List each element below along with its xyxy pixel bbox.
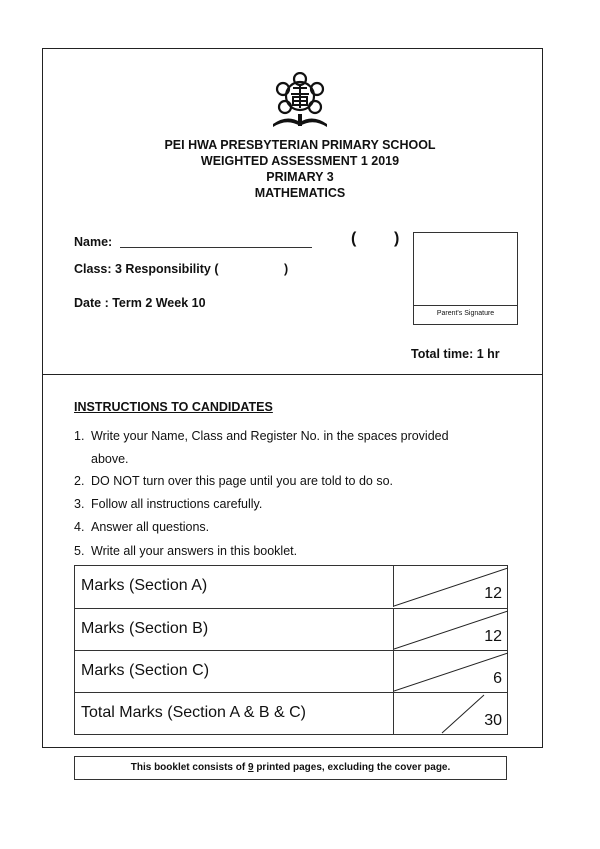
- section-divider: [42, 374, 543, 375]
- marks-score-cell[interactable]: [393, 609, 508, 650]
- marks-row-section-a: [75, 566, 507, 607]
- instruction-number: 3.: [74, 497, 85, 511]
- page-count-note: [74, 756, 507, 780]
- instruction-item: [74, 474, 393, 488]
- footer-text-pre: This booklet consists of: [130, 762, 248, 773]
- instruction-number: 5.: [74, 544, 85, 558]
- instruction-number: 2.: [74, 474, 85, 488]
- marks-row-label: Marks (Section B): [81, 620, 209, 637]
- signature-divider: [414, 305, 517, 306]
- subject-title: MATHEMATICS: [254, 186, 346, 200]
- register-close-paren: ): [394, 230, 400, 247]
- instruction-item: [74, 544, 297, 558]
- signature-label: Parent's Signature: [436, 310, 495, 317]
- marks-total-value: 12: [484, 628, 502, 645]
- instruction-item: [74, 520, 209, 534]
- instructions-title: INSTRUCTIONS TO CANDIDATES: [74, 400, 273, 414]
- level-title: PRIMARY 3: [266, 170, 334, 184]
- instruction-text: Write your Name, Class and Register No. in the spaces provided: [91, 429, 449, 443]
- name-label: Name:: [74, 235, 113, 249]
- instruction-text: Answer all questions.: [91, 520, 210, 534]
- instruction-text: Write all your answers in this booklet.: [91, 544, 298, 558]
- marks-score-cell[interactable]: [393, 566, 508, 607]
- instruction-text: above.: [91, 452, 129, 466]
- instruction-item: [74, 452, 129, 466]
- instruction-number: 1.: [74, 429, 85, 443]
- footer-text-post: printed pages, excluding the cover page.: [253, 762, 451, 773]
- instruction-item: [74, 497, 262, 511]
- diagonal-line-icon: [394, 651, 508, 692]
- page-count: 9: [247, 762, 254, 773]
- total-time: Total time: 1 hr: [411, 347, 500, 361]
- marks-score-cell[interactable]: [393, 651, 508, 692]
- register-open-paren: (: [351, 230, 357, 247]
- school-name: PEI HWA PRESBYTERIAN PRIMARY SCHOOL: [164, 138, 436, 152]
- class-close-paren: ): [284, 262, 289, 276]
- marks-total-value: 6: [493, 670, 502, 687]
- marks-row-label: Marks (Section A): [81, 577, 208, 594]
- school-logo-icon: [271, 72, 329, 134]
- instruction-item: [74, 429, 449, 443]
- marks-table: [74, 565, 508, 735]
- instruction-text: Follow all instructions carefully.: [91, 497, 263, 511]
- marks-row-label: Total Marks (Section A & B & C): [81, 704, 306, 721]
- date-label: Date : Term 2 Week 10: [74, 296, 206, 310]
- class-label: Class: 3 Responsibility (: [74, 262, 219, 276]
- signature-box[interactable]: [413, 232, 518, 325]
- marks-row-label: Marks (Section C): [81, 662, 210, 679]
- instruction-text: DO NOT turn over this page until you are told to do so.: [91, 474, 394, 488]
- assessment-title: WEIGHTED ASSESSMENT 1 2019: [200, 154, 400, 168]
- marks-row-section-c: [75, 650, 507, 692]
- marks-total-value: 30: [484, 712, 502, 729]
- marks-row-total: [75, 692, 507, 734]
- marks-total-value: 12: [484, 585, 502, 602]
- marks-score-cell[interactable]: [393, 693, 508, 734]
- name-field[interactable]: [120, 247, 312, 248]
- instruction-number: 4.: [74, 520, 85, 534]
- marks-row-section-b: [75, 608, 507, 650]
